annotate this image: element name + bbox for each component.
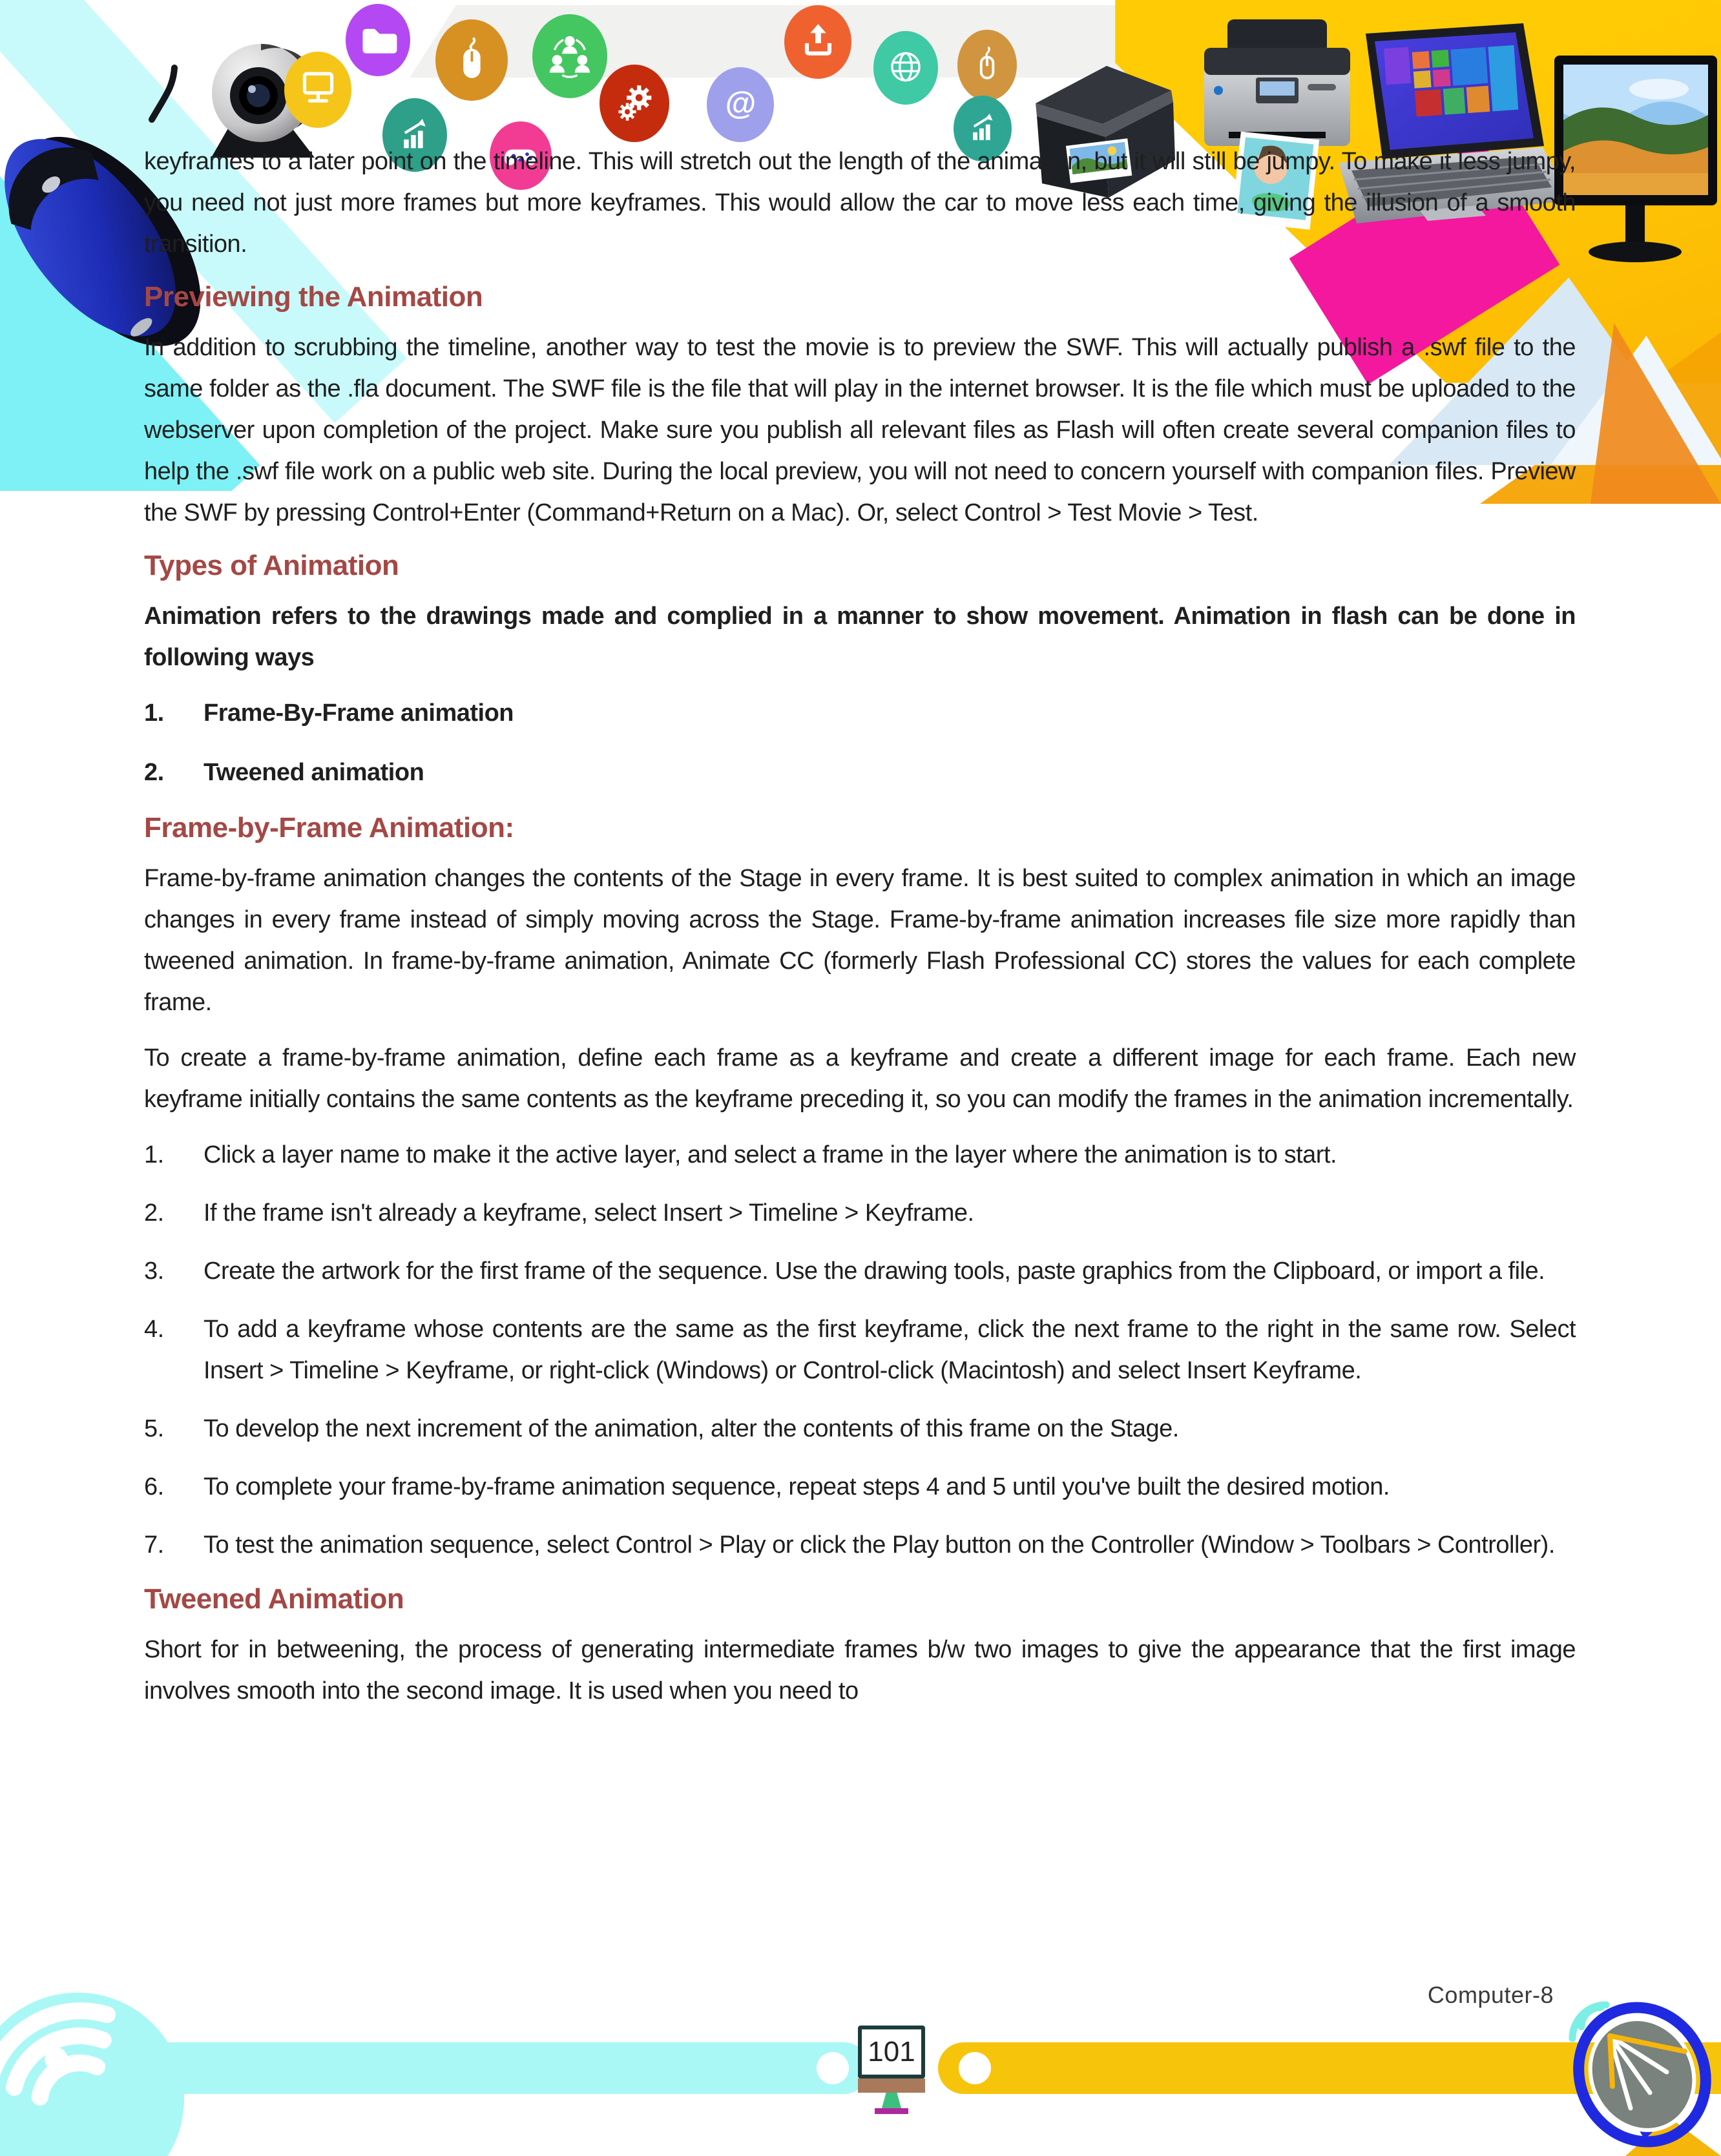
step-item xyxy=(144,1524,1576,1566)
page-number-badge xyxy=(858,2026,925,2114)
step-text: To complete your frame-by-frame animation sequence, repeat steps 4 and 5 until you've built the desired motion. xyxy=(203,1473,1390,1500)
step-number: 2. xyxy=(144,1199,164,1227)
step-text: To develop the next increment of the animation, alter the contents of this frame on the Stage. xyxy=(203,1415,1179,1442)
svg-text:@: @ xyxy=(725,85,756,121)
step-text: Click a layer name to make it the active layer, and select a frame in the layer where the animation is to start. xyxy=(203,1141,1337,1168)
step-item xyxy=(144,1466,1576,1508)
badge-bar xyxy=(858,2078,925,2093)
step-number: 4. xyxy=(144,1316,164,1343)
step-item xyxy=(144,1408,1576,1449)
page-footer xyxy=(0,1964,1721,2156)
step-item xyxy=(144,1192,1576,1234)
step-text: If the frame isn't already a keyframe, select Insert > Timeline > Keyframe. xyxy=(203,1199,974,1227)
monitor-icon xyxy=(284,52,351,128)
type-list-item xyxy=(144,692,1576,734)
list-number: 1. xyxy=(144,700,164,727)
network-people-icon xyxy=(532,14,607,98)
computer-mouse-icon xyxy=(435,19,508,101)
footer-bar-dot xyxy=(817,2052,849,2084)
badge-base xyxy=(875,2108,908,2114)
step-text: Create the artwork for the first frame of the sequence. Use the drawing tools, paste graphics from the Clipboard, or import a file. xyxy=(203,1258,1545,1285)
heading-previewing-animation: Previewing the Animation xyxy=(144,281,483,313)
paragraph-tweened: Short for in betweening, the process of generating intermediate frames b/w two images to give the appearance that the first image involves smooth into the second image. It is used when you need to xyxy=(144,1636,1576,1705)
step-number: 5. xyxy=(144,1415,164,1442)
heading-frame-by-frame: Frame-by-Frame Animation: xyxy=(144,812,514,844)
paragraph-fbf-1: Frame-by-frame animation changes the contents of the Stage in every frame. It is best suited to complex animation in which an image changes in every frame instead of simply moving across the Stage. Frame-by-frame animation increases file size more rapidly than tweened animation. In frame-by-frame animation, Animate CC (formerly Flash Professional CC) stores the values for each complete frame. xyxy=(144,865,1576,1016)
at-sign-icon xyxy=(707,67,774,142)
list-text: Frame-By-Frame animation xyxy=(203,700,514,727)
heading-types-of-animation: Types of Animation xyxy=(144,550,399,581)
footer-bar-dot xyxy=(959,2052,991,2084)
type-list-item xyxy=(144,752,1576,793)
folder-icon xyxy=(346,4,410,76)
mouse-outline-icon xyxy=(957,30,1017,101)
satellite-dish-icon xyxy=(1558,1989,1721,2156)
wifi-blob-decor xyxy=(0,1976,213,2156)
paragraph-types-intro: Animation refers to the drawings made and complied in a manner to show movement. Animation in flash can be done in following ways xyxy=(144,603,1576,671)
step-number: 3. xyxy=(144,1258,164,1285)
globe-icon xyxy=(873,31,938,105)
page-number: 101 xyxy=(858,2026,925,2078)
gears-icon xyxy=(600,65,669,142)
step-text: To test the animation sequence, select Control > Play or click the Play button on the Controller (Window > Toolbars > Controller). xyxy=(203,1531,1555,1559)
step-number: 7. xyxy=(144,1531,164,1559)
step-text: To add a keyframe whose contents are the same as the first keyframe, click the next frame to the right in the same row. Select Insert > Timeline > Keyframe, or right-click (Windows) or Control-click (Macintosh) and select Insert Keyframe. xyxy=(203,1316,1576,1384)
book-label: Computer-8 xyxy=(1427,1982,1554,2008)
step-item xyxy=(144,1309,1576,1391)
step-number: 1. xyxy=(144,1141,164,1168)
upload-icon xyxy=(784,5,851,79)
page-content xyxy=(144,141,1576,1712)
paragraph-previewing: In addition to scrubbing the timeline, another way to test the movie is to preview the SWF. This will actually publish a .swf file to the same folder as the .fla document. The SWF file is the file that will play in the internet browser. It is the file which must be uploaded to the webserver upon completion of the project. Make sure you publish all relevant files as Flash will often create several companion files to help the .swf file work on a public web site. During the local preview, you will not need to concern yourself with companion files. Preview the SWF by pressing Control+Enter (Command+Return on a Mac). Or, select Control > Test Movie > Test. xyxy=(144,334,1576,526)
paragraph-fbf-2: To create a frame-by-frame animation, define each frame as a keyframe and create a different image for each frame. Each new keyframe initially contains the same contents as the keyframe preceding it, so you can modify the frames in the animation incrementally. xyxy=(144,1044,1576,1113)
heading-tweened-animation: Tweened Animation xyxy=(144,1583,404,1615)
step-number: 6. xyxy=(144,1473,164,1500)
list-number: 2. xyxy=(144,759,164,786)
step-item xyxy=(144,1250,1576,1292)
step-item xyxy=(144,1134,1576,1176)
badge-stand xyxy=(882,2093,901,2108)
paragraph-keyframes: keyframes to a later point on the timeline. This will stretch out the length of the animation, but it will still be jumpy. To make it less jumpy, you need not just more frames but more keyframes. This would allow the car to move less each time, giving the illusion of a smooth transition. xyxy=(144,148,1576,258)
list-text: Tweened animation xyxy=(203,759,424,786)
